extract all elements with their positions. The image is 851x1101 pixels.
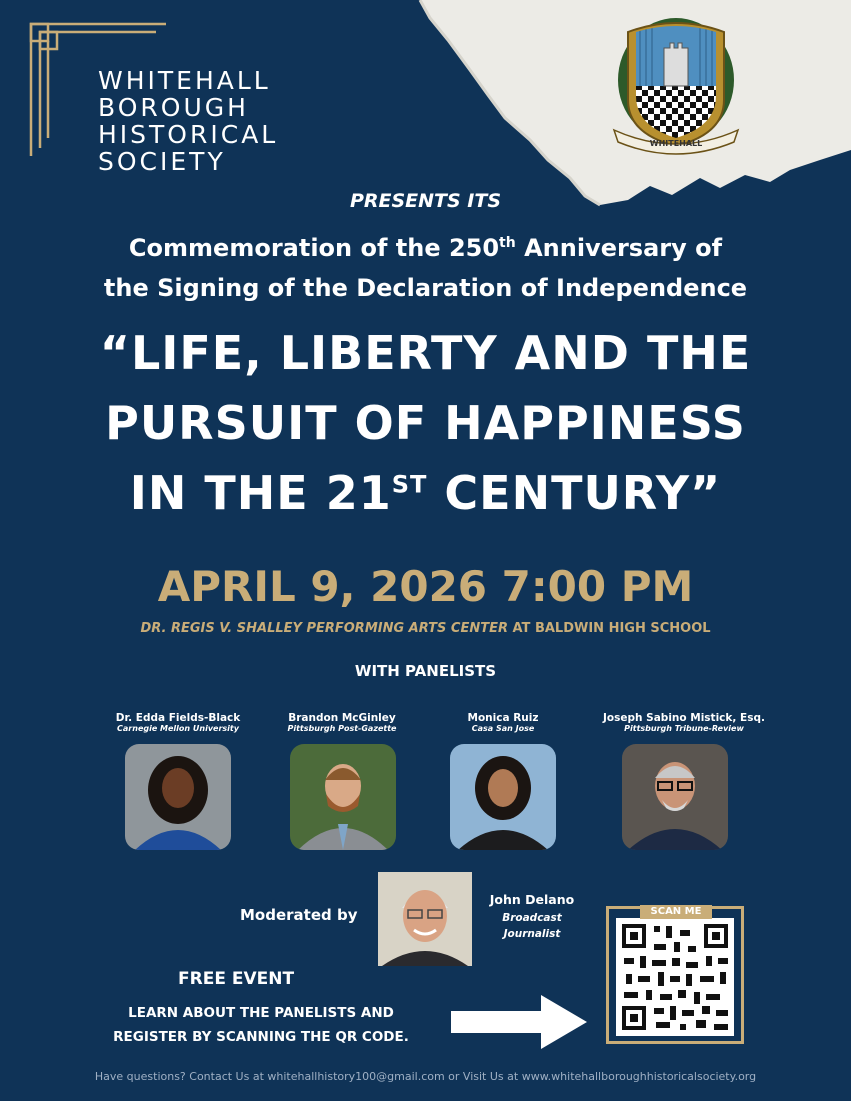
panelist-card (408, 712, 598, 733)
moderated-by-label: Moderated by (240, 906, 358, 924)
panelist-photo (450, 744, 556, 850)
event-venue: DR. REGIS V. SHALLEY PERFORMING ARTS CENTER AT BALDWIN HIGH SCHOOL (140, 621, 711, 636)
moderator-name: John Delano (489, 892, 575, 907)
free-event-label: FREE EVENT (178, 969, 295, 989)
cta-line-1: LEARN ABOUT THE PANELISTS AND (128, 1005, 394, 1021)
event-date-time: APRIL 9, 2026 7:00 PM (157, 562, 694, 611)
footer-contact: Have questions? Contact Us at whitehallhistory100@gmail.com or Visit Us at www.whitehallboroughhistoricalsociety.org (94, 1070, 757, 1083)
crest-banner-text: WHITEHALL (649, 139, 703, 148)
moderator-role-line-2: Journalist (503, 928, 561, 940)
whitehall-crest-logo (606, 18, 746, 156)
panelist-affiliation: Pittsburgh Post-Gazette (287, 724, 397, 733)
commemoration-line-2: the Signing of the Declaration of Independence (103, 274, 748, 302)
panelist-photo (290, 744, 396, 850)
panelist-affiliation: Carnegie Mellon University (117, 724, 239, 733)
theme-line-2: PURSUIT OF HAPPINESS (105, 396, 746, 450)
scan-me-label: SCAN ME (640, 905, 712, 919)
theme-line-3: IN THE 21ST CENTURY” (129, 466, 722, 520)
arrow-right-icon (449, 993, 589, 1051)
cta-line-2: REGISTER BY SCANNING THE QR CODE. (113, 1029, 409, 1045)
moderator-role-line-1: Broadcast (502, 912, 562, 924)
theme-line-1: “LIFE, LIBERTY AND THE (99, 326, 752, 380)
org-name-line-2: BOROUGH (98, 93, 249, 122)
panelist-affiliation: Pittsburgh Tribune-Review (624, 724, 744, 733)
panelist-affiliation: Casa San Jose (471, 724, 535, 733)
panelist-photo (125, 744, 231, 850)
panelist-name: Joseph Sabino Mistick, Esq. (603, 712, 765, 724)
qr-code[interactable] (606, 906, 744, 1044)
panelist-card (83, 712, 273, 733)
org-name-line-1: WHITEHALL (98, 66, 271, 95)
org-name-line-3: HISTORICAL (98, 120, 279, 149)
panelist-name: Dr. Edda Fields-Black (115, 712, 241, 724)
panelist-name: Monica Ruiz (467, 712, 539, 724)
moderator-photo (378, 872, 472, 966)
panelists-heading: WITH PANELISTS (354, 662, 497, 680)
panelist-name: Brandon McGinley (288, 712, 396, 724)
org-name-line-4: SOCIETY (98, 147, 226, 176)
presents-heading: PRESENTS ITS (349, 190, 502, 212)
panelist-photo (622, 744, 728, 850)
commemoration-line-1: Commemoration of the 250th Anniversary of (128, 234, 723, 262)
panelist-card (589, 712, 779, 733)
